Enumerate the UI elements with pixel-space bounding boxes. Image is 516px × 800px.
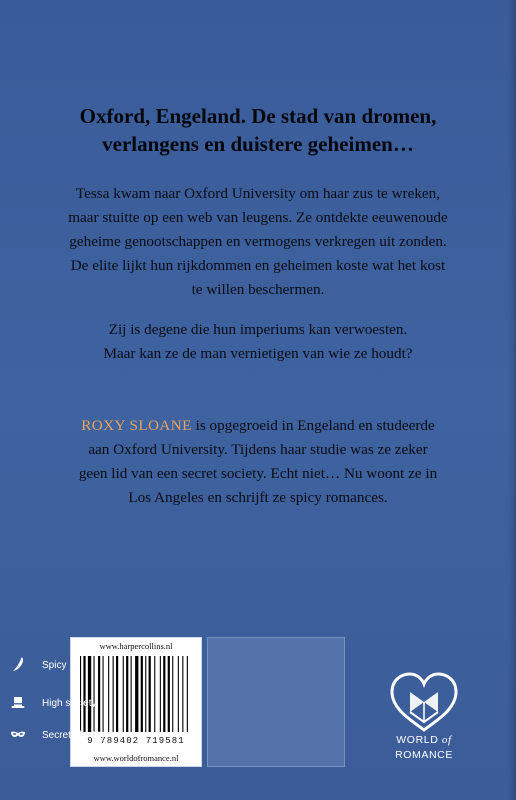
- headline-line-2: verlangens en duistere geheimen…: [102, 132, 414, 156]
- headline-line-1: Oxford, Engeland. De stad van dromen,: [79, 104, 437, 128]
- headline: [40, 102, 476, 158]
- author-name: ROXY SLOANE: [81, 417, 192, 434]
- feature-label: Secret identity: [42, 729, 106, 741]
- feature-spicy: [10, 654, 66, 676]
- author-bio-text: is opgegroeid in Engeland en studeerde: [191, 417, 435, 434]
- features-panel: [207, 637, 345, 767]
- blurb-line: Zij is degene die hun imperiums kan verwoesten.: [108, 321, 408, 338]
- feature-secret-identity: [10, 724, 105, 746]
- imprint-url: www.worldofromance.nl: [93, 753, 179, 763]
- author-bio-line-2: aan Oxford University. Tijdens haar studie was ze zeker: [88, 441, 428, 458]
- logo-text-world-of: [380, 734, 468, 746]
- chili-pepper-icon: [10, 657, 26, 673]
- isbn-digits: 9 789402 719581: [87, 736, 185, 746]
- feature-label: Spicy: [42, 659, 67, 671]
- logo-word-world: WORLD: [396, 734, 439, 746]
- mask-icon: [10, 727, 26, 743]
- blurb-paragraph-2: [30, 318, 486, 366]
- blurb-line: Maar kan ze de man vernietigen van wie ze houdt?: [103, 345, 413, 362]
- author-bio-line-3: geen lid van een secret society. Echt niet… Nu woont ze in: [78, 465, 438, 482]
- feature-high-society: [10, 692, 96, 714]
- author-bio-line-4: Los Angeles en schrijft ze spicy romances.: [128, 489, 388, 506]
- top-hat-icon: [10, 695, 26, 711]
- blurb-line: Tessa kwam naar Oxford University om haar zus te wreken,: [75, 185, 441, 202]
- feature-label: High society: [42, 697, 97, 709]
- author-bio-line-1: [30, 414, 486, 438]
- author-bio: [30, 414, 486, 510]
- blurb-paragraph-1: [30, 182, 486, 302]
- blurb-line: te willen beschermen.: [191, 281, 325, 298]
- spine-shadow: [508, 0, 516, 800]
- blurb-line: maar stuitte op een web van leugens. Ze ontdekte eeuwenoude: [68, 209, 448, 226]
- logo-word-of: of: [441, 734, 452, 746]
- blurb-line: De elite lijkt hun rijkdommen en geheimen koste wat het kost: [70, 257, 446, 274]
- blurb-line: geheime genootschappen en vermogens verkregen uit zonden.: [69, 233, 447, 250]
- publisher-url: www.harpercollins.nl: [99, 641, 173, 651]
- logo-text-romance: ROMANCE: [395, 749, 453, 761]
